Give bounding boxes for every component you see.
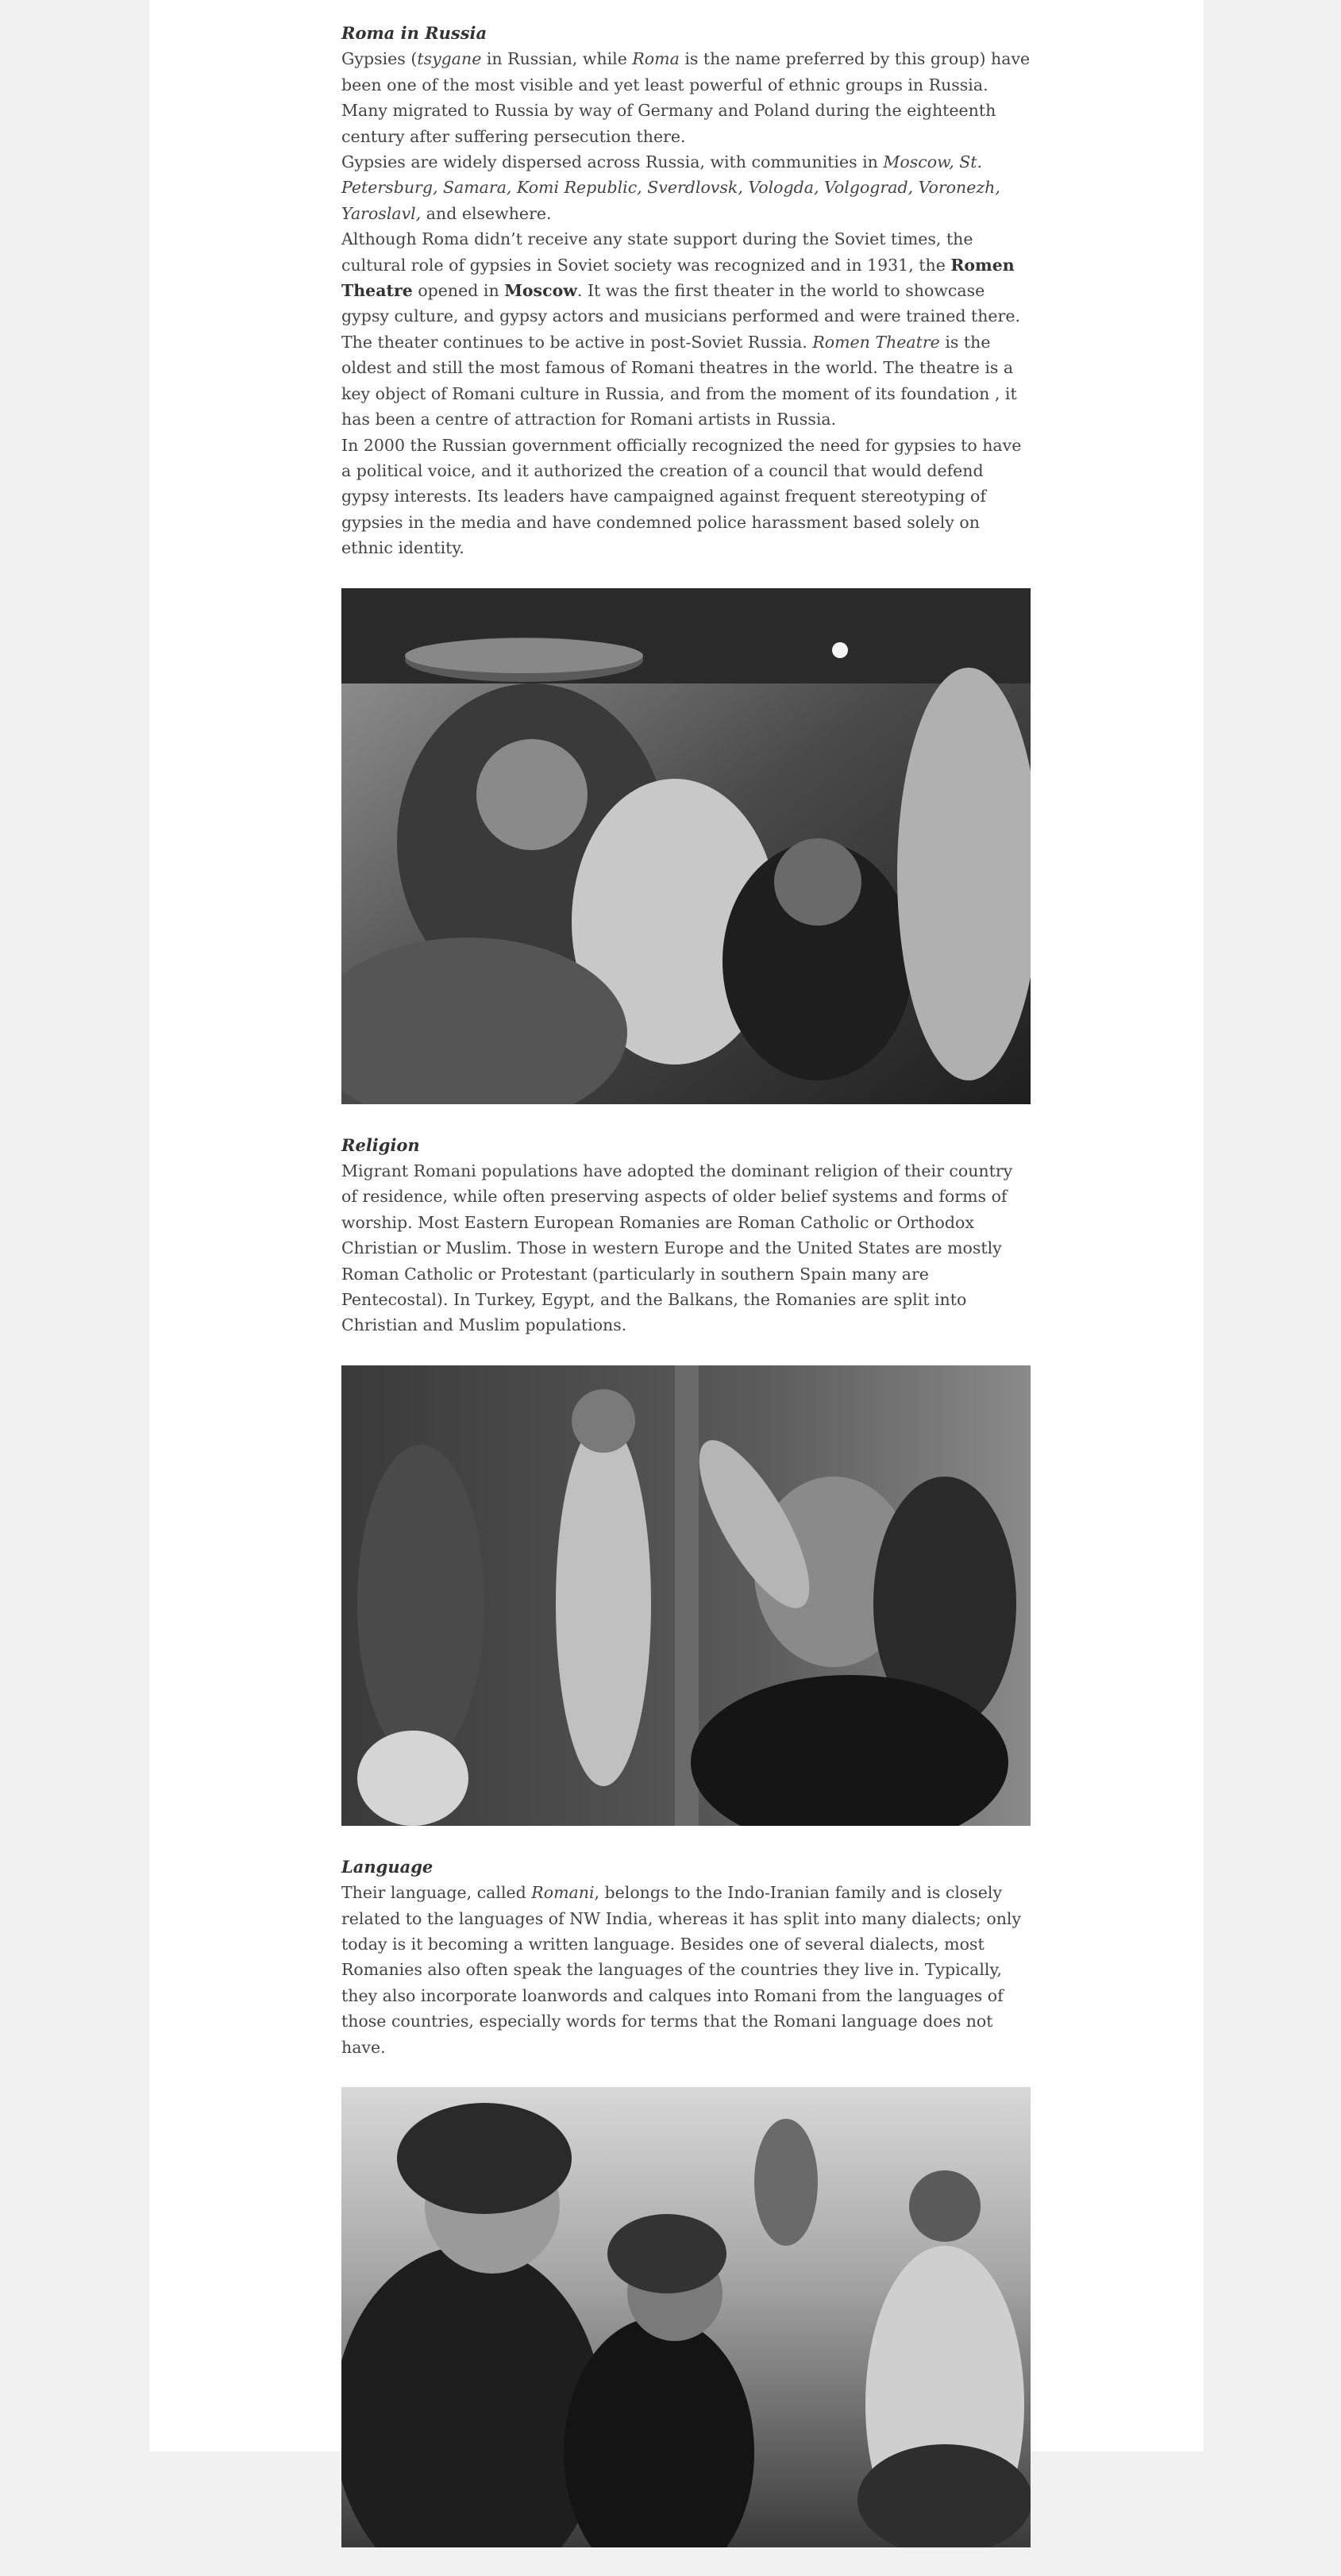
photo-dancing-woman-with-tray (341, 588, 1031, 1104)
paragraph-language-1: Their language, called Romani, belongs to the Indo-Iranian family and is closely related to the languages of NW India, whereas it has split into many dialects; only today is it becoming a written language. Besides one of several dialects, most Romanies also often speak the languages of the countries they live in. Typically, they also incorporate loanwords and calques into Romani from the languages of those countries, especially words for terms that the Romani language does not have. (341, 1883, 1022, 2057)
photo-smiling-women-dancing (341, 2087, 1031, 2547)
section-title-language: Language (341, 1856, 434, 1877)
moscow-bold: Moscow (504, 281, 577, 301)
paragraph-religion-1: Migrant Romani populations have adopted the dominant religion of their country of residence, while often preserving aspects of older belief systems and forms of worship. Most Eastern European Romanies are Roman Catholic or Orthodox Christian or Muslim. Those in western Europe and the United States are mostly Roman Catholic or Protestant (particularly in southern Spain many are Pentecostal). In Turkey, Egypt, and the Balkans, the Romanies are split into Christian and Muslim populations. (341, 1161, 1013, 1335)
paragraph-roma-4: In 2000 the Russian government officially recognized the need for gypsies to have a political voice, and it authorized the creation of a council that would defend gypsy interests. Its leaders have campaigned against frequent stereotyping of gypsies in the media and have condemned police harassment based solely on ethnic identity. (341, 435, 1022, 558)
section-title-roma-in-russia: Roma in Russia (341, 23, 487, 43)
photo-3-graphic (341, 2087, 1031, 2547)
paragraph-roma-2: Gypsies are widely dispersed across Russia, with communities in Moscow, St. Petersburg, Samara, Komi Republic, Sverdlovsk, Vologda, Volgograd, Voronezh, Yaroslavl, and elsewhere. (341, 152, 1000, 223)
photo-2-graphic (341, 1365, 1031, 1826)
page-column (149, 0, 1204, 2451)
article (341, 21, 1031, 2576)
romen-theatre-bold: Romen Theatre (341, 255, 1015, 301)
paragraph-roma-3: Although Roma didn’t receive any state support during the Soviet times, the cultural role of gypsies in Soviet society was recognized and in 1931, the Romen Theatre opened in Moscow. It was the first theater in the world to showcase gypsy culture, and gypsy actors and musicians performed and were trained there. The theater continues to be active in post-Soviet Russia. Romen Theatre is the oldest and still the most famous of Romani theatres in the world. The theatre is a key object of Romani culture in Russia, and from the moment of its foundation , it has been a centre of attraction for Romani artists in Russia. (341, 229, 1020, 429)
paragraph-roma-1: Gypsies (tsygane in Russian, while Roma is the name preferred by this group) have been one of the most visible and yet least powerful of ethnic groups in Russia. Many migrated to Russia by way of Germany and Poland during the eighteenth century after suffering persecution there. (341, 49, 1031, 146)
section-title-religion: Religion (341, 1134, 420, 1155)
photo-1-graphic (341, 588, 1031, 1104)
photo-dancing-woman-profile (341, 1365, 1031, 1826)
